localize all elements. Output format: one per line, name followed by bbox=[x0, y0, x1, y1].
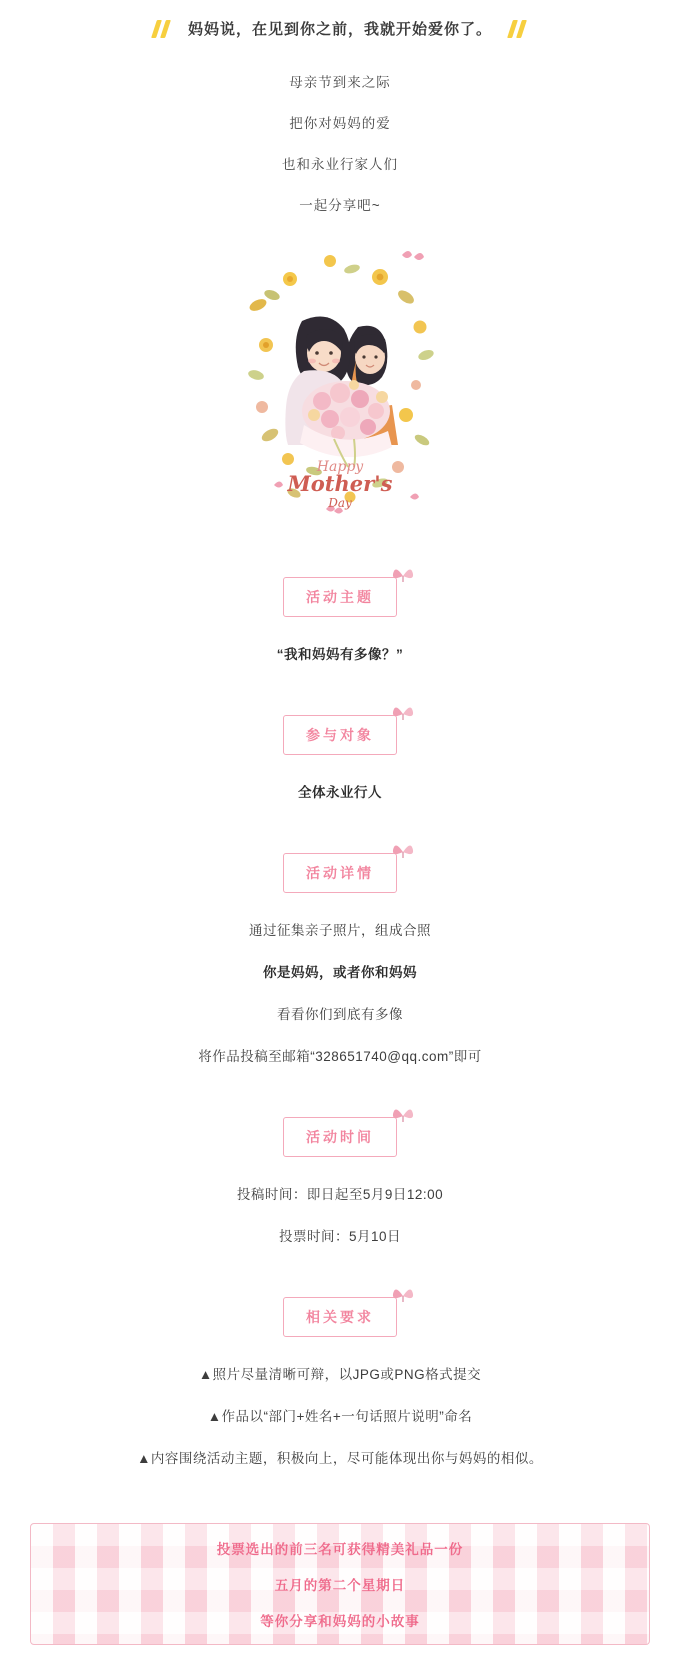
section-schedule-line-2: 投票时间：5月10日 bbox=[278, 1229, 402, 1244]
section-audience-line-1: 全体永业行人 bbox=[298, 785, 382, 800]
header bbox=[0, 0, 680, 45]
section-theme bbox=[0, 577, 680, 663]
section-requirements bbox=[0, 1297, 680, 1467]
section-requirements-line-2: ▲作品以“部门+姓名+一句话照片说明”命名 bbox=[207, 1409, 473, 1424]
section-details-title: 活动详情 bbox=[283, 853, 397, 893]
section-details-line-2: 你是妈妈，或者你和妈妈 bbox=[263, 965, 417, 980]
section-details bbox=[0, 853, 680, 1065]
section-theme-title-wrap bbox=[0, 577, 680, 617]
section-requirements-body bbox=[0, 1363, 680, 1467]
intro-block bbox=[0, 71, 680, 214]
section-details-body bbox=[0, 919, 680, 1065]
section-schedule-title-wrap bbox=[0, 1117, 680, 1157]
svg-text:Mother's: Mother's bbox=[287, 471, 393, 496]
section-schedule-body bbox=[0, 1183, 680, 1245]
svg-text:Happy: Happy bbox=[316, 459, 364, 475]
section-requirements-line-3: ▲内容围绕活动主题，积极向上，尽可能体现出你与妈妈的相似。 bbox=[137, 1451, 543, 1466]
footer-line-2: 五月的第二个星期日 bbox=[274, 1578, 406, 1593]
section-requirements-line-1: ▲照片尽量清晰可辩，以JPG或PNG格式提交 bbox=[198, 1367, 482, 1382]
section-audience-title: 参与对象 bbox=[283, 715, 397, 755]
section-details-line-3: 看看你们到底有多像 bbox=[277, 1007, 403, 1022]
footer-line-1: 投票选出的前三名可获得精美礼品一份 bbox=[216, 1542, 464, 1557]
section-theme-body bbox=[0, 643, 680, 663]
double-slash-icon-left bbox=[150, 20, 174, 38]
bottom-spacer bbox=[0, 1645, 680, 1669]
section-schedule bbox=[0, 1117, 680, 1245]
section-audience-body bbox=[0, 781, 680, 801]
section-requirements-title-wrap bbox=[0, 1297, 680, 1337]
footer-banner bbox=[30, 1523, 650, 1645]
intro-line-2: 把你对妈妈的爱 bbox=[289, 116, 391, 131]
section-details-line-4: 将作品投稿至邮箱“328651740@qq.com”即可 bbox=[198, 1049, 482, 1064]
mothers-day-illustration bbox=[230, 235, 450, 525]
footer-line-3: 等你分享和妈妈的小故事 bbox=[260, 1614, 420, 1629]
double-slash-icon-right bbox=[506, 20, 530, 38]
section-schedule-title: 活动时间 bbox=[283, 1117, 397, 1157]
section-theme-line-1: “我和妈妈有多像？” bbox=[276, 647, 404, 662]
section-details-title-wrap bbox=[0, 853, 680, 893]
page-title: 妈妈说，在见到你之前，我就开始爱你了。 bbox=[187, 21, 492, 38]
svg-text:Day: Day bbox=[328, 496, 352, 510]
section-theme-title: 活动主题 bbox=[283, 577, 397, 617]
section-details-line-1: 通过征集亲子照片，组成合照 bbox=[249, 923, 431, 938]
illustration-wrap bbox=[0, 235, 680, 525]
section-audience bbox=[0, 715, 680, 801]
section-audience-title-wrap bbox=[0, 715, 680, 755]
intro-line-1: 母亲节到来之际 bbox=[289, 75, 391, 90]
intro-line-4: 一起分享吧~ bbox=[299, 198, 381, 213]
section-schedule-line-1: 投稿时间：即日起至5月9日12:00 bbox=[236, 1187, 444, 1202]
section-requirements-title: 相关要求 bbox=[283, 1297, 397, 1337]
intro-line-3: 也和永业行家人们 bbox=[282, 157, 398, 172]
